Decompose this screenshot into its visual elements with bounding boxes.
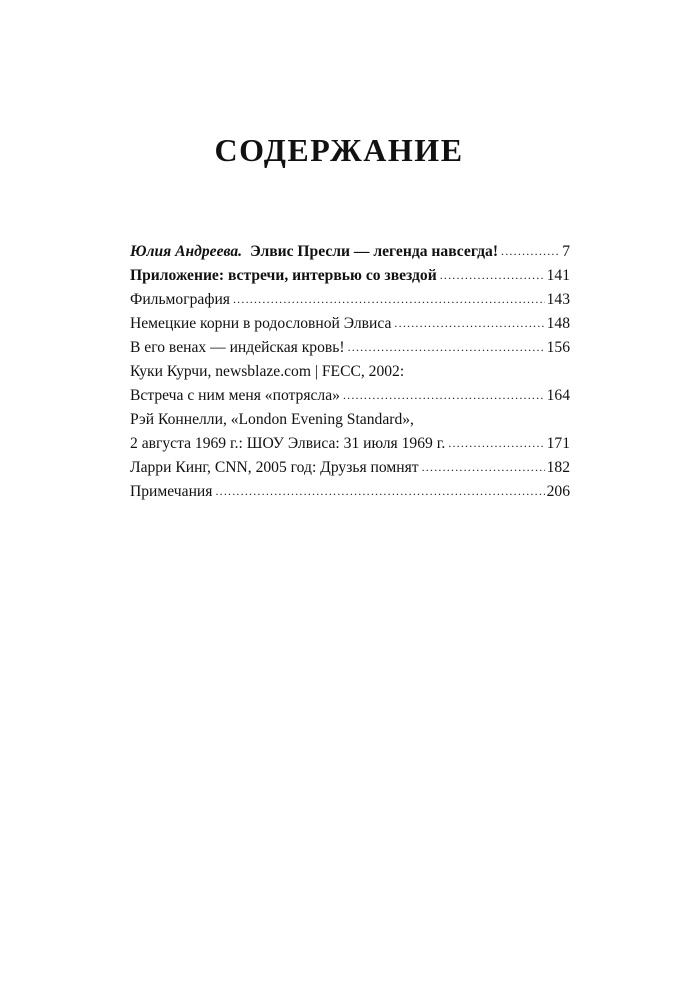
leader-dots: [348, 335, 545, 359]
toc-entry-title: 2 августа 1969 г.: ШОУ Элвиса: 31 июля 1969 г.: [130, 435, 446, 452]
toc-entry-subtitle: Рэй Коннелли, «London Evening Standard»,: [130, 411, 414, 428]
toc-entry-subtitle: Куки Курчи, newsblaze.com | FECC, 2002:: [130, 363, 405, 380]
toc-page-number: 141: [546, 267, 570, 284]
leader-dots: [215, 479, 544, 503]
toc-page-number: 156: [546, 339, 570, 356]
leader-dots: [501, 239, 560, 263]
toc-entry-8: [130, 456, 570, 480]
leader-dots: [394, 311, 544, 335]
toc-page-number: 182: [546, 459, 570, 476]
leader-dots: [440, 263, 545, 287]
toc-page-number: 7: [562, 243, 570, 260]
toc-entry-title: В его венах — индейская кровь!: [130, 339, 345, 356]
toc-entry-title: Встреча с ним меня «потрясла»: [130, 387, 340, 404]
toc-entry-title: Примечания: [130, 483, 213, 500]
toc-entry-7-line1: [130, 408, 570, 432]
toc-entry-7: [130, 432, 570, 456]
leader-dots: [448, 431, 544, 455]
toc-entry-1: [130, 240, 570, 264]
toc-entry-3: [130, 288, 570, 312]
toc-entry-title: Элвис Пресли — легенда навсегда!: [250, 243, 499, 260]
leader-dots: [343, 383, 545, 407]
toc-page-number: 143: [546, 291, 570, 308]
toc-entry-2: [130, 264, 570, 288]
toc-entry-5: [130, 336, 570, 360]
toc-entry-title: Ларри Кинг, CNN, 2005 год: Друзья помнят: [130, 459, 419, 476]
table-of-contents: [130, 240, 570, 504]
toc-entry-author: Юлия Андреева.: [130, 243, 243, 260]
toc-entry-9: [130, 480, 570, 504]
page-title: СОДЕРЖАНИЕ: [214, 132, 464, 168]
toc-entry-text: [130, 240, 498, 264]
leader-dots: [233, 287, 545, 311]
leader-dots: [422, 455, 545, 479]
toc-entry-title: Приложение: встречи, интервью со звездой: [130, 267, 437, 284]
toc-entry-6: [130, 384, 570, 408]
toc-entry-4: [130, 312, 570, 336]
toc-page-number: 171: [546, 435, 570, 452]
toc-entry-title: Фильмография: [130, 291, 230, 308]
toc-page-number: 206: [546, 483, 570, 500]
toc-entry-6-line1: [130, 360, 570, 384]
toc-page-number: 164: [546, 387, 570, 404]
toc-page-number: 148: [546, 315, 570, 332]
toc-entry-title: Немецкие корни в родословной Элвиса: [130, 315, 392, 332]
